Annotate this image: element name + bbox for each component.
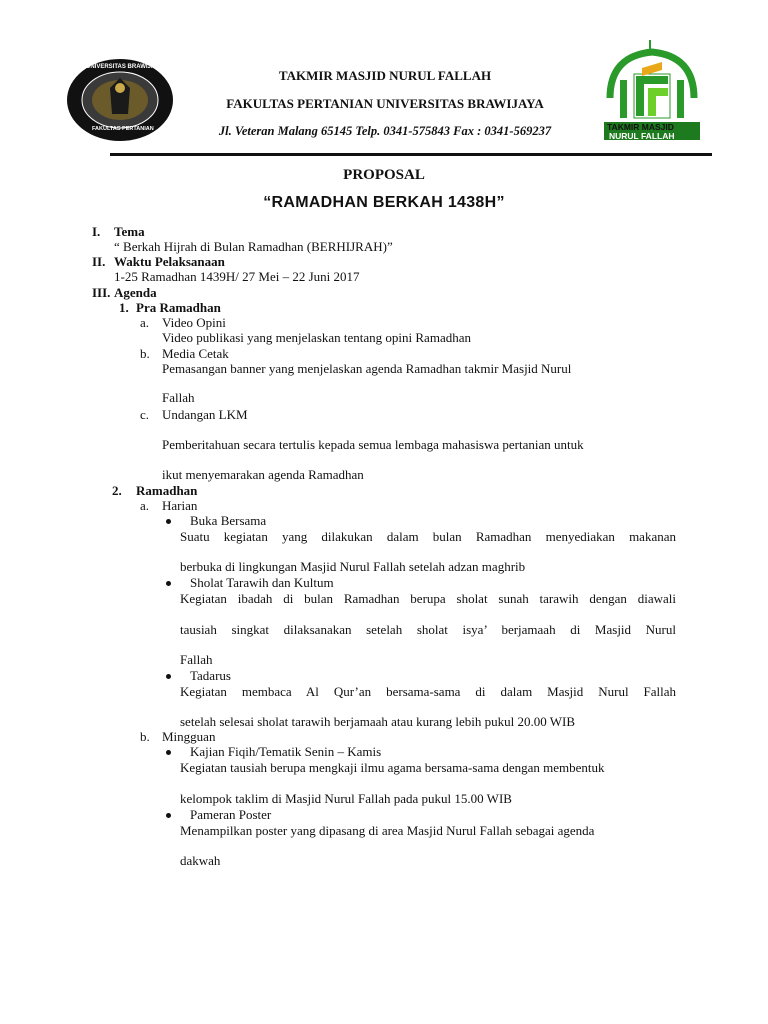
tadarus-text-2: setelah selesai sholat tarawih berjamaah atau kurang lebih pukul 20.00 WIB (180, 714, 576, 729)
pameran-poster-title: Pameran Poster (190, 807, 272, 822)
bullet-sholat-tarawih (166, 581, 171, 586)
seal-ring-text: UNIVERSITAS BRAWIJAYA (86, 64, 163, 70)
item-a-text: Video publikasi yang menjelaskan tentang opini Ramadhan (162, 330, 471, 345)
kajian-text-1: Kegiatan tausiah berupa mengkaji ilmu agama bersama-sama dengan membentuk (180, 760, 605, 775)
item-c-letter: c. (140, 407, 150, 422)
mingguan-letter: b. (140, 729, 150, 744)
agenda-2-title: Ramadhan (136, 483, 198, 498)
section-1-title: Tema (114, 224, 145, 239)
pameran-poster-text-1: Menampilkan poster yang dipasang di area Masjid Nurul Fallah sebagai agenda (180, 823, 595, 838)
bullet-tadarus (166, 674, 171, 679)
buka-bersama-text-1: Suatu kegiatan yang dilakukan dalam bulan Ramadhan menyediakan makanan (180, 529, 676, 544)
item-b-text-2: Fallah (162, 390, 195, 405)
pameran-poster-text-2: dakwah (180, 853, 221, 868)
section-2-title: Waktu Pelaksanaan (114, 254, 225, 269)
item-a-title: Video Opini (162, 315, 226, 330)
section-2-text: 1-25 Ramadhan 1439H/ 27 Mei – 22 Juni 2017 (114, 269, 360, 284)
item-a-letter: a. (140, 315, 150, 330)
item-b-title: Media Cetak (162, 346, 229, 361)
agenda-2-number: 2. (112, 483, 122, 498)
harian-letter: a. (140, 498, 150, 513)
item-b-letter: b. (140, 346, 150, 361)
item-c-title: Undangan LKM (162, 407, 248, 422)
bullet-kajian (166, 750, 171, 755)
sholat-tarawih-text-2: tausiah singkat dilaksanakan setelah sholat isya’ berjamaah di Masjid Nurul (180, 622, 676, 637)
tadarus-text-1: Kegiatan membaca Al Qur’an bersama-sama di dalam Masjid Nurul Fallah (180, 684, 676, 699)
mosque-logo-line-2: NURUL FALLAH (609, 131, 675, 141)
agenda-1-number: 1. (119, 300, 129, 315)
sholat-tarawih-title: Sholat Tarawih dan Kultum (190, 575, 334, 590)
section-3-title: Agenda (114, 285, 157, 300)
tadarus-title: Tadarus (190, 668, 231, 683)
kajian-text-2: kelompok taklim di Masjid Nurul Fallah pada pukul 15.00 WIB (180, 791, 512, 806)
header-line-1: TAKMIR MASJID NURUL FALLAH (278, 68, 492, 83)
proposal-title: PROPOSAL (343, 167, 425, 183)
harian-title: Harian (162, 498, 198, 513)
item-c-text-2: ikut menyemarakan agenda Ramadhan (162, 467, 364, 482)
item-b-text-1: Pemasangan banner yang menjelaskan agenda Ramadhan takmir Masjid Nurul (162, 361, 572, 376)
item-c-text-1: Pemberitahuan secara tertulis kepada semua lembaga mahasiswa pertanian untuk (162, 437, 584, 452)
buka-bersama-text-2: berbuka di lingkungan Masjid Nurul Fallah setelah adzan maghrib (180, 559, 526, 574)
section-1-number: I. (92, 224, 101, 239)
buka-bersama-title: Buka Bersama (190, 513, 267, 528)
header-address: Jl. Veteran Malang 65145 Telp. 0341-575843 Fax : 0341-569237 (218, 124, 552, 138)
mosque-logo-line-1: TAKMIR MASJID (607, 122, 674, 132)
header-divider (110, 153, 712, 156)
header-line-2: FAKULTAS PERTANIAN UNIVERSITAS BRAWIJAYA (226, 96, 544, 111)
section-3-number: III. (92, 285, 111, 300)
sholat-tarawih-text-1: Kegiatan ibadah di bulan Ramadhan berupa sholat sunah tarawih dengan diawali (180, 591, 676, 606)
agenda-1-title: Pra Ramadhan (136, 300, 221, 315)
sholat-tarawih-text-3: Fallah (180, 652, 213, 667)
kajian-title: Kajian Fiqih/Tematik Senin – Kamis (190, 744, 382, 759)
proposal-subtitle: “RAMADHAN BERKAH 1438H” (263, 194, 505, 211)
bullet-buka-bersama (166, 519, 171, 524)
seal-bottom-text: FAKULTAS PERTANIAN (92, 126, 154, 132)
section-2-number: II. (92, 254, 106, 269)
bullet-pameran-poster (166, 813, 171, 818)
mingguan-title: Mingguan (162, 729, 216, 744)
section-1-text: “ Berkah Hijrah di Bulan Ramadhan (BERHIJRAH)” (114, 239, 393, 254)
